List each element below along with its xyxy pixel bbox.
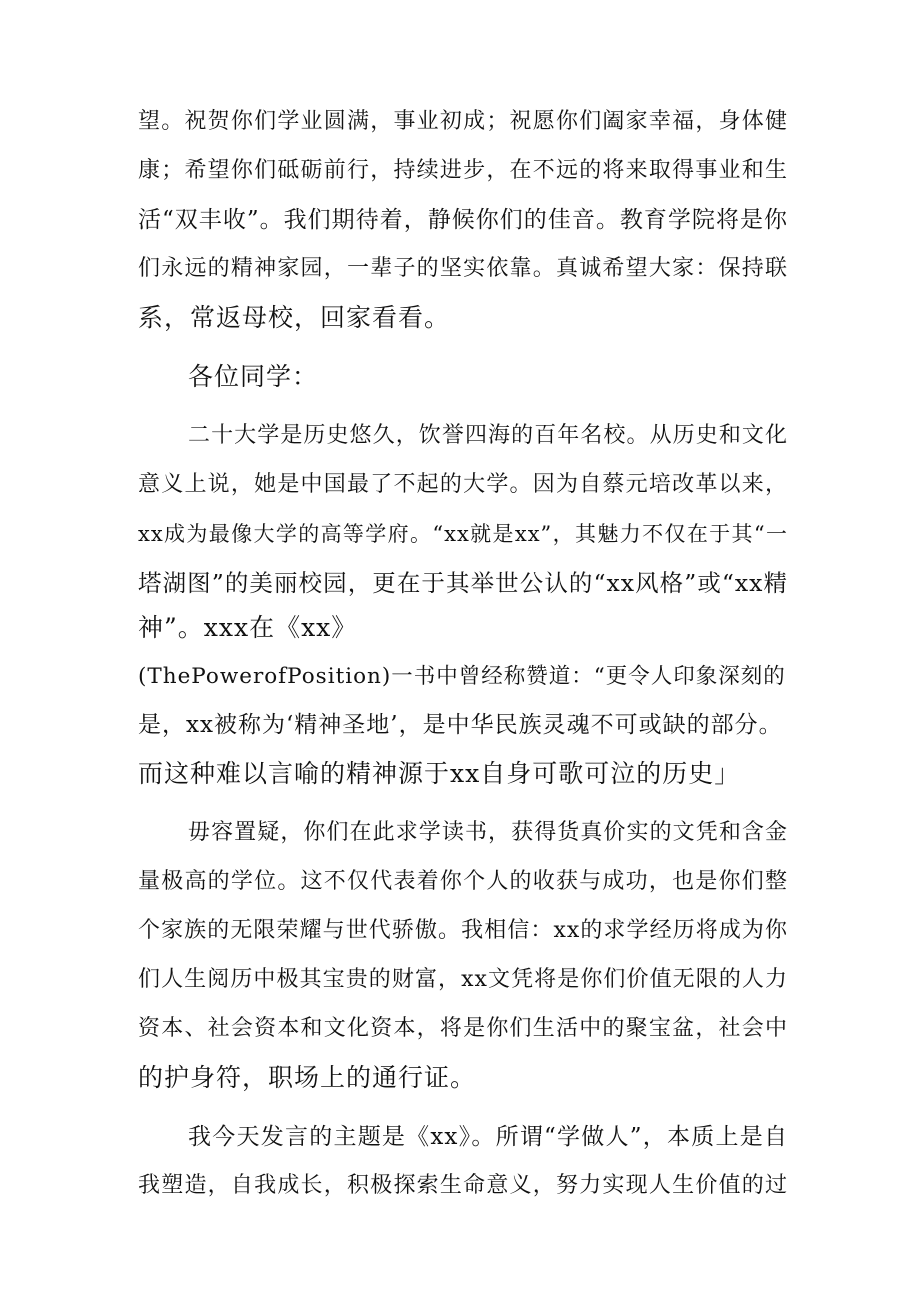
text-line: xx成为最像大学的高等学府。“xx就是xx”，其魅力不仅在于其“一 xyxy=(138,522,788,546)
text-line: 是，xx被称为‘精神圣地’，是中华民族灵魂不可或缺的部分。 xyxy=(138,712,783,738)
text-line: 的护身符，职场上的通行证。 xyxy=(138,1063,477,1092)
text-line: 望。祝贺你们学业圆满，事业初成；祝愿你们阖家幸福，身体健 xyxy=(138,109,788,134)
text-line: 意义上说，她是中国最了不起的大学。因为自蔡元培改革以来， xyxy=(138,472,788,497)
text-line: 神”。xxx在《xx》 xyxy=(138,613,358,642)
text-line: 毋容置疑，你们在此求学读书，获得货真价实的文凭和含金 xyxy=(188,820,788,845)
text-line: 资本、社会资本和文化资本，将是你们生活中的聚宝盆，社会中 xyxy=(138,1016,788,1041)
text-line: 们永远的精神家园，一辈子的坚实依靠。真诚希望大家：保持联 xyxy=(138,256,788,281)
text-line: 塔湖图”的美丽校园，更在于其举世公认的“xx风格”或“xx精 xyxy=(138,569,788,597)
text-line: 康；希望你们砥砺前行，持续进步，在不远的将来取得事业和生 xyxy=(138,158,788,183)
salutation: 各位同学： xyxy=(188,362,319,391)
text-line: 二十大学是历史悠久，饮誉四海的百年名校。从历史和文化 xyxy=(188,423,788,448)
text-line: 我塑造，自我成长，积极探索生命意义，努力实现人生价值的过 xyxy=(138,1173,788,1198)
text-line: 系，常返母校，回家看看。 xyxy=(138,303,451,332)
text-line: (ThePowerofPosition)一书中曾经称赞道：“更令人印象深刻的 xyxy=(138,664,786,689)
text-line: 我今天发言的主题是《xx》。所谓“学做人”，本质上是自 xyxy=(188,1124,788,1150)
text-line: 量极高的学位。这不仅代表着你个人的收获与成功，也是你们整 xyxy=(138,869,788,894)
text-line: 们人生阅历中极其宝贵的财富，xx文凭将是你们价值无限的人力 xyxy=(138,967,788,992)
text-line: 活“双丰收”。我们期待着，静候你们的佳音。教育学院将是你 xyxy=(138,207,788,233)
text-line: 而这种难以言喻的精神源于xx自身可歌可泣的历史」 xyxy=(138,759,741,788)
text-line: 个家族的无限荣耀与世代骄傲。我相信：xx的求学经历将成为你 xyxy=(138,918,788,943)
